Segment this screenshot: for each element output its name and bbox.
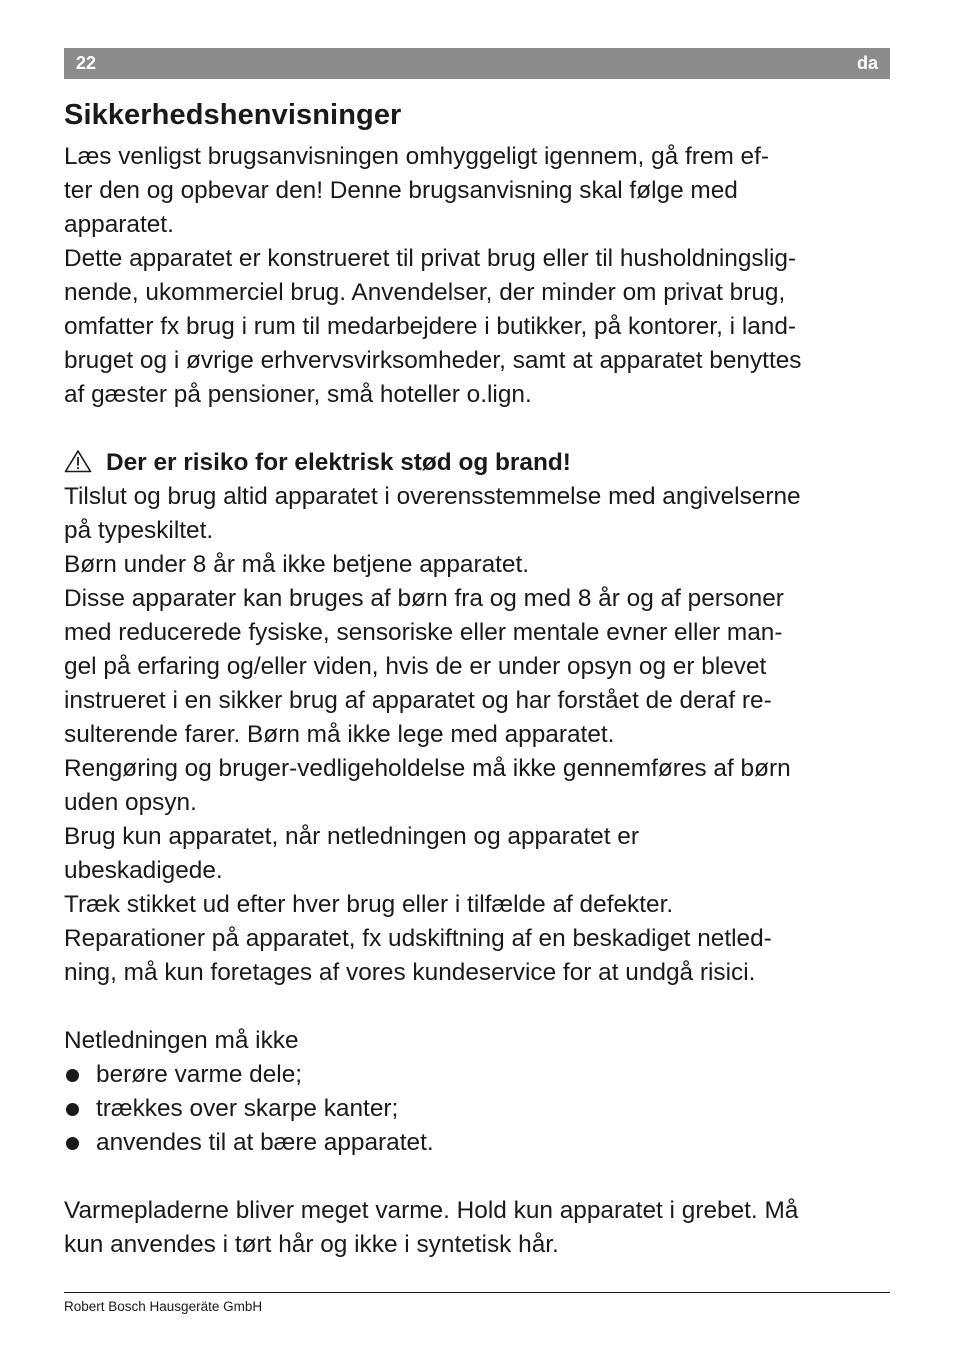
language-code: da xyxy=(856,53,878,73)
safety-paragraph: Rengøring og bruger-vedligeholdelse må ikke gennemføres af børn uden opsyn. xyxy=(64,755,791,816)
bullet-icon xyxy=(66,1103,79,1116)
cord-list xyxy=(64,1058,894,1160)
cord-intro: Netledningen må ikke xyxy=(64,1027,299,1054)
list-item-text: anvendes til at bære apparatet. xyxy=(96,1129,434,1156)
safety-paragraph: Brug kun apparatet, når netledningen og apparatet er ubeskadigede. xyxy=(64,823,639,884)
list-item xyxy=(64,1126,894,1160)
page-number: 22 xyxy=(76,53,97,73)
bullet-icon xyxy=(66,1137,79,1150)
final-paragraph: Varmepladerne bliver meget varme. Hold kun apparatet i grebet. Må kun anvendes i tørt hår og ikke i syntetisk hår. xyxy=(64,1197,799,1258)
page-header-bar xyxy=(64,48,890,79)
safety-paragraph: Træk stikket ud efter hver brug eller i tilfælde af defekter. xyxy=(64,891,674,918)
list-item-text: berøre varme dele; xyxy=(96,1061,303,1088)
bullet-icon xyxy=(66,1069,79,1082)
list-item xyxy=(64,1058,894,1092)
intro-paragraph-2: Dette apparatet er konstrueret til privat brug eller til husholdningslig- nende, ukommerciel brug. Anvendelser, der minder om privat brug, omfatter fx brug i rum til medarbejdere i butikker, på kontorer, i land- bruget og i øvrige erhvervsvirksomheder, samt at apparatet benyttes af gæster på pensioner, små hoteller o.lign. xyxy=(64,245,802,408)
spacer xyxy=(64,990,894,1024)
list-item-text: trækkes over skarpe kanter; xyxy=(96,1095,399,1122)
warning-heading-text: Der er risiko for elektrisk stød og brand! xyxy=(106,449,571,476)
spacer xyxy=(64,1160,894,1194)
warning-heading xyxy=(64,446,894,480)
safety-paragraph: Reparationer på apparatet, fx udskiftning af en beskadiget netled- ning, må kun foretages af vores kundeservice for at undgå risici. xyxy=(64,925,772,986)
main-content xyxy=(64,94,894,1262)
safety-paragraph: Disse apparater kan bruges af børn fra og med 8 år og af personer med reducerede fysiske, sensoriske eller mentale evner eller man- gel på erfaring og/eller viden, hvis de er under opsyn og er blevet instrueret i en sikker brug af apparatet og har forstået de deraf re- sulterende farer. Børn må ikke lege med apparatet. xyxy=(64,585,784,748)
list-item xyxy=(64,1092,894,1126)
intro-paragraph-1: Læs venligst brugsanvisningen omhyggeligt igennem, gå frem ef- ter den og opbevar den! Denne brugsanvisning skal følge med apparatet. xyxy=(64,143,770,238)
footer-divider xyxy=(64,1292,890,1293)
safety-paragraph: Tilslut og brug altid apparatet i overensstemmelse med angivelserne på typeskiltet. xyxy=(64,483,801,544)
spacer xyxy=(64,412,894,446)
safety-paragraph: Børn under 8 år må ikke betjene apparatet. xyxy=(64,551,530,578)
warning-triangle-icon xyxy=(64,449,92,473)
footer-company: Robert Bosch Hausgeräte GmbH xyxy=(64,1299,263,1314)
page-title: Sikkerhedshenvisninger xyxy=(64,99,402,131)
